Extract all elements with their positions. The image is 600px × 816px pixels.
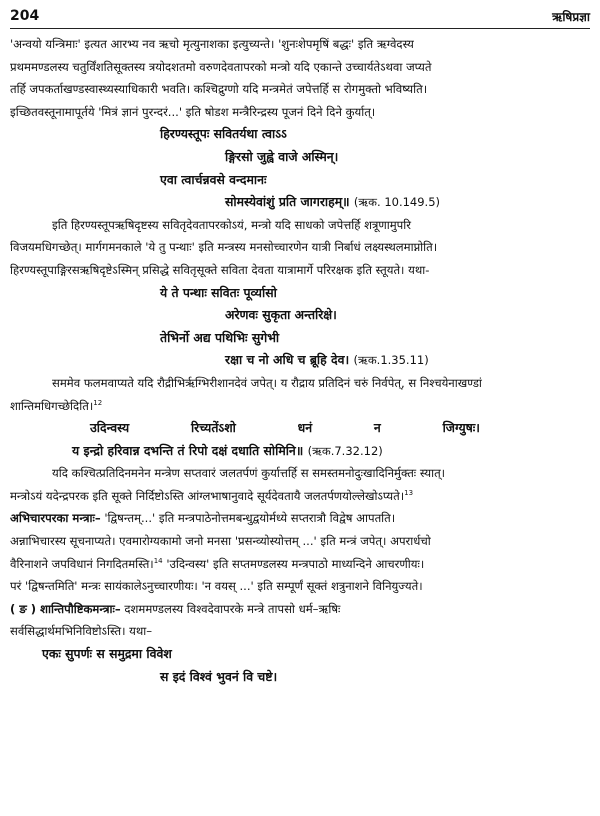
paragraph-line: तर्हि जपकर्ताखण्डस्वास्थ्यस्याधिकारी भवति। कश्चिद्रुग्णो यदि मन्त्रमेतं जपेत्तर्हि स रोगमुक्तो भविष्यति। (10, 82, 428, 97)
verse-text: रक्षा च नो अधि च ब्रूहि देव। (225, 352, 350, 368)
paragraph-line: सममेव फलमवाप्यते यदि रौद्रीभिर्ऋग्भिरीशानदेवं जपेत्। य रौद्राय प्रतिदिनं चरुं निर्वपेत्, स निश्चयेनाखण्डां (52, 375, 482, 390)
verse-text: सोमस्येवांशुं प्रति जागराहम्॥ (225, 194, 350, 210)
verse-word: उदिन्वस्य (90, 420, 130, 436)
paragraph-line: अन्नाभिचारस्य सूचनाप्यते। एवमारोग्यकामो जनो मनसा 'प्रसन्व्योस्योत्तम् ...' इति मन्त्रं जपेत्। अपरार्धचो (10, 534, 431, 549)
paragraph-line: 'अन्वयो यन्त्रिमाः' इत्यत आरभ्य नव ऋचो मृत्युनाशका इत्युच्यन्ते। 'शुनःशेपमृषिं बद्धः' इति ऋग्वेदस्य (10, 37, 414, 51)
verse-reference: (ऋक.1.35.11) (353, 353, 429, 368)
verse-word: रिच्यतेंऽशो (190, 420, 236, 436)
verse-line: अरेणवः सुकृता अन्तरिक्षे। (225, 307, 337, 323)
verse-reference: (ऋक.7.32.12) (307, 443, 383, 458)
section-text: 'द्विषन्तम्...' इति मन्त्रपाठेनोत्तमबन्धुद्वयोर्मध्ये सप्तरात्रौ विद्वेष आपतति। (104, 511, 396, 526)
verse-line: स इदं विश्वं भुवनं वि चष्टे। (160, 668, 278, 684)
paragraph-text: शान्तिमधिगच्छेदिति। (10, 398, 94, 413)
section-line (10, 507, 592, 530)
paragraph-line (10, 485, 592, 508)
verse-word: धनं (297, 420, 313, 436)
footnote-marker: 12 (93, 398, 103, 407)
paragraph-line: प्रथममण्डलस्य चतुर्विंशतिसूक्तस्य त्रयोदशतमो वरुणदेवतापरको मन्त्रो यदि एकान्ते उच्चार्यतेऽथवा जप्यते (10, 59, 432, 74)
verse-line: ङ्गिरसो जुह्वे वाजे अस्मिन्। (225, 148, 339, 164)
verse-line: हिरण्यस्तूपः सवितर्यथा त्वाऽऽ (160, 126, 287, 142)
paragraph-text: 'उदिन्वस्य' इति सप्तमण्डलस्य मन्त्रपाठो माध्यन्दिने आचरणीयः। (166, 556, 425, 571)
section-heading: अभिचारपरका मन्त्राः– (10, 511, 101, 526)
section-line (10, 598, 592, 621)
footnote-marker: 13 (404, 489, 414, 498)
verse-line (10, 191, 592, 214)
verse-word: जिग्युषः। (442, 420, 480, 436)
verse-line: तेभिर्नो अद्य पथिभिः सुगेभी (160, 329, 280, 345)
verse-line: एवा त्वार्चन्नवसे वन्दमानः (160, 171, 267, 187)
footnote-marker: 14 (153, 556, 163, 565)
page-header (10, 8, 590, 30)
page-body (10, 33, 592, 688)
verse-line: ये ते पन्थाः सवितः पूर्व्यासो (160, 284, 277, 300)
verse-line (10, 349, 592, 372)
running-title: ऋषिप्रज्ञा (552, 10, 590, 24)
page-number: 204 (10, 8, 40, 24)
paragraph-line: हिरण्यस्तूपाङ्गिरसऋषिदृष्टेऽस्मिन् प्रसिद्धे सवितृसूक्ते सविता देवता यात्रामार्गे परिरक्षक इति स्तूयते। यथा- (10, 262, 430, 277)
paragraph-line (10, 553, 592, 576)
paragraph-line: इति हिरण्यस्तूपऋषिदृष्टस्य सवितृदेवतापरकोऽयं, मन्त्रो यदि साधको जपेत्तर्हि शत्रूणामुपरि (52, 217, 412, 232)
paragraph-line: परं 'द्विषन्तमिति' मन्त्रः सायंकालेऽनुच्चारणीयः। 'न वयस् ...' इति सम्पूर्णं सूक्तं शत्रुनाशने विनियुज्यते। (10, 579, 423, 594)
paragraph-text: मन्त्रोऽयं यदेन्द्रपरक इति सूक्ते निर्दिष्टोऽस्ति आंग्लभाषानुवादे सूर्यदेवतायै जलतर्पणयोल्लेखोऽप्यते। (10, 488, 405, 503)
paragraph-line: विजयमधिगच्छेत्। मार्गगमनकाले 'ये तु पन्थाः' इति मन्त्रस्य मनसोच्चारणेन यात्री निर्बाधं लक्ष्यस्थलमाप्नोति। (10, 240, 438, 255)
paragraph-line: यदि कश्चित्प्रतिदिनमनेन मन्त्रेण सप्तवारं जलतर्पणं कुर्यात्तर्हि स समस्तमनोदुःखादिनिर्मुक्तः स्यात्। (52, 466, 446, 481)
paragraph-line: सर्वसिद्धार्थमभिनिविष्टोऽस्ति। यथा– (10, 624, 153, 639)
verse-text: य इन्द्रो हरिवान्न दभन्ति तं रिपो दक्षं दधाति सोमिनि॥ (72, 442, 304, 458)
paragraph-line (10, 395, 592, 418)
verse-word: न (373, 420, 381, 436)
paragraph-text: वैरिनाशने जपविधानं निगदितमस्ति। (10, 556, 154, 571)
verse-line (10, 417, 592, 440)
verse-reference: (ऋक. 10.149.5) (353, 195, 441, 210)
verse-line (10, 440, 592, 463)
verse-spread (10, 417, 480, 440)
verse-line: एकः सुपर्णः स समुद्रमा विवेश (42, 646, 172, 662)
header-rule (10, 28, 590, 29)
section-text: दशममण्डलस्य विश्वदेवापरके मन्त्रे तापसो धर्म–ऋषिः (124, 601, 341, 616)
paragraph-line: इच्छितवस्तूनामापूर्तये 'मित्रं ज्ञानं पुरन्दरं...' इति षोडश मन्त्रैरिन्द्रस्य पूजनं दिने दिने कुर्यात्। (10, 104, 376, 119)
section-heading: ( ङ ) शान्तिपौष्टिकमन्त्राः– (10, 601, 121, 616)
